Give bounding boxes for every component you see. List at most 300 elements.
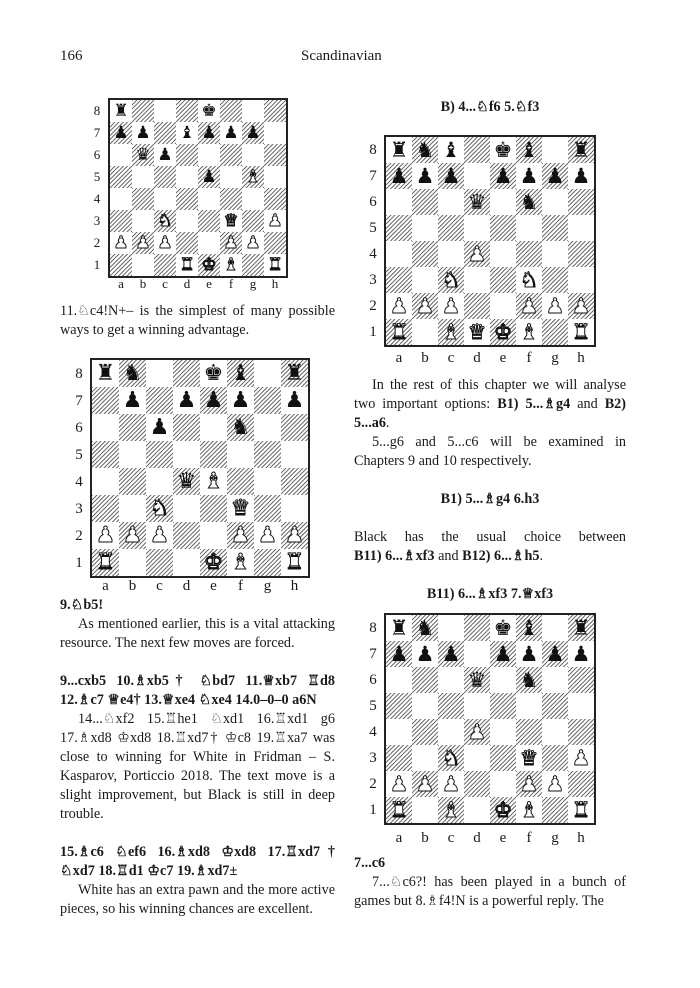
square-h7 — [568, 163, 594, 189]
black-king-icon: ♚ — [203, 360, 224, 386]
white-pawn-icon: ♟ — [230, 522, 251, 548]
square-d3 — [464, 267, 490, 293]
white-pawn-icon: ♟ — [441, 293, 461, 318]
rest-text-2: and — [570, 396, 605, 412]
square-d3 — [176, 210, 198, 232]
square-b6 — [412, 667, 438, 693]
square-b5 — [412, 215, 438, 241]
square-e5 — [200, 441, 227, 468]
black-pawn-icon: ♟ — [493, 163, 513, 188]
white-pawn-icon: ♟ — [545, 771, 565, 796]
square-d4 — [464, 241, 490, 267]
square-d7 — [464, 163, 490, 189]
square-g2 — [242, 232, 264, 254]
square-f2 — [227, 522, 254, 549]
square-a6 — [92, 414, 119, 441]
square-a8 — [110, 100, 132, 122]
square-c7 — [438, 641, 464, 667]
option-b11: B11) 6...♗xf3 — [354, 548, 435, 564]
white-bishop-icon: ♝ — [519, 319, 539, 344]
square-f5 — [516, 215, 542, 241]
white-pawn-icon: ♟ — [245, 232, 261, 253]
square-b3 — [412, 745, 438, 771]
square-d8 — [464, 137, 490, 163]
white-pawn-icon: ♟ — [389, 771, 409, 796]
file-label: e — [499, 830, 507, 846]
square-d2 — [173, 522, 200, 549]
square-b2 — [132, 232, 154, 254]
square-b7 — [132, 122, 154, 144]
square-c4 — [438, 719, 464, 745]
white-pawn-icon: ♟ — [415, 771, 435, 796]
square-c3 — [438, 267, 464, 293]
square-a7 — [92, 387, 119, 414]
square-a7 — [386, 163, 412, 189]
black-pawn-icon: ♟ — [519, 641, 539, 666]
white-pawn-icon: ♟ — [122, 522, 143, 548]
square-e6 — [490, 189, 516, 215]
square-f1 — [227, 549, 254, 576]
white-rook-icon: ♜ — [284, 549, 305, 575]
square-a6 — [386, 189, 412, 215]
square-h4 — [568, 241, 594, 267]
rank-label: 1 — [369, 802, 377, 818]
square-g1 — [542, 797, 568, 823]
square-e3 — [198, 210, 220, 232]
file-label: e — [499, 350, 507, 366]
black-pawn-icon: ♟ — [415, 641, 435, 666]
square-a7 — [386, 641, 412, 667]
white-pawn-icon: ♟ — [571, 293, 591, 318]
square-b3 — [119, 495, 146, 522]
file-label: d — [183, 276, 191, 291]
black-knight-icon: ♞ — [415, 137, 435, 162]
file-label: b — [128, 578, 137, 594]
square-g3 — [254, 495, 281, 522]
rest-of-chapter-text — [354, 376, 626, 433]
square-h3 — [281, 495, 308, 522]
square-b5 — [132, 166, 154, 188]
square-b7 — [412, 641, 438, 667]
square-c1 — [146, 549, 173, 576]
square-c2 — [438, 771, 464, 797]
chess-board — [384, 135, 596, 347]
black-pawn-icon: ♟ — [135, 122, 151, 143]
rank-label: 2 — [93, 235, 101, 250]
square-h7 — [568, 641, 594, 667]
choice-end: . — [539, 548, 544, 564]
black-pawn-icon: ♟ — [389, 163, 409, 188]
file-label: b — [139, 276, 147, 291]
square-b2 — [119, 522, 146, 549]
rank-label: 7 — [369, 646, 377, 662]
square-c3 — [146, 495, 173, 522]
square-a6 — [386, 667, 412, 693]
white-knight-icon: ♞ — [149, 495, 170, 521]
rank-label: 3 — [369, 272, 377, 288]
square-c7 — [146, 387, 173, 414]
square-h2 — [568, 293, 594, 319]
square-c5 — [438, 215, 464, 241]
rank-label: 6 — [93, 147, 101, 162]
square-h4 — [264, 188, 286, 210]
square-h6 — [281, 414, 308, 441]
white-pawn-icon: ♟ — [519, 293, 539, 318]
white-pawn-icon: ♟ — [223, 232, 239, 253]
square-c8 — [146, 360, 173, 387]
file-label: h — [577, 350, 585, 366]
square-b1 — [412, 797, 438, 823]
file-label: c — [162, 276, 168, 291]
file-label: f — [526, 830, 532, 846]
square-h3 — [568, 267, 594, 293]
chess-board — [384, 613, 596, 825]
square-f3 — [516, 267, 542, 293]
square-g2 — [542, 771, 568, 797]
square-e5 — [490, 215, 516, 241]
square-a3 — [110, 210, 132, 232]
square-e1 — [198, 254, 220, 276]
square-h4 — [568, 719, 594, 745]
square-b2 — [412, 293, 438, 319]
square-g1 — [542, 319, 568, 345]
square-a8 — [386, 137, 412, 163]
file-label: c — [447, 350, 455, 366]
square-f5 — [220, 166, 242, 188]
square-a1 — [92, 549, 119, 576]
square-a4 — [386, 241, 412, 267]
square-g6 — [542, 667, 568, 693]
square-h2 — [281, 522, 308, 549]
rank-label: 5 — [75, 446, 83, 463]
square-c6 — [438, 667, 464, 693]
square-b3 — [132, 210, 154, 232]
black-queen-icon: ♛ — [135, 144, 151, 165]
square-b7 — [412, 163, 438, 189]
square-e4 — [490, 241, 516, 267]
white-king-icon: ♚ — [203, 549, 224, 575]
square-b8 — [119, 360, 146, 387]
square-e5 — [490, 693, 516, 719]
square-h8 — [281, 360, 308, 387]
square-b7 — [119, 387, 146, 414]
black-pawn-icon: ♟ — [389, 641, 409, 666]
square-h5 — [568, 693, 594, 719]
square-e7 — [200, 387, 227, 414]
square-g2 — [254, 522, 281, 549]
square-b4 — [132, 188, 154, 210]
file-label: a — [395, 350, 403, 366]
square-g7 — [542, 163, 568, 189]
file-label: h — [577, 830, 585, 846]
move-14-commentary: 14...♘xf2 15.♖he1 ♘xd1 16.♖xd1 g6 17.♗xd8 ♔xd8 18.♖xd7† ♔c8 19.♖xa7 was close to winning for White in Fridman – S. Kasparov, Porticcio 2018. The text move is a slight improvement, but Black is still in deep trouble. — [60, 711, 335, 822]
square-a5 — [386, 693, 412, 719]
black-queen-icon: ♛ — [467, 667, 487, 692]
square-g7 — [542, 641, 568, 667]
heading-b1: B1) 5...♗g4 6.h3 — [440, 491, 540, 507]
square-g3 — [242, 210, 264, 232]
square-e4 — [198, 188, 220, 210]
square-c8 — [154, 100, 176, 122]
square-a4 — [110, 188, 132, 210]
white-pawn-icon: ♟ — [415, 293, 435, 318]
white-pawn-icon: ♟ — [467, 719, 487, 744]
square-f3 — [516, 745, 542, 771]
square-e3 — [490, 745, 516, 771]
square-g7 — [242, 122, 264, 144]
square-a8 — [92, 360, 119, 387]
rest-text-3: . — [385, 415, 390, 431]
option-b1: B1) 5...♗g4 — [497, 396, 571, 412]
square-g6 — [254, 414, 281, 441]
square-b6 — [132, 144, 154, 166]
black-bishop-icon: ♝ — [519, 137, 539, 162]
square-c2 — [154, 232, 176, 254]
move-7-heading: 7...c6 — [354, 855, 386, 871]
square-a4 — [386, 719, 412, 745]
white-pawn-icon: ♟ — [267, 210, 283, 231]
square-c4 — [154, 188, 176, 210]
square-d8 — [173, 360, 200, 387]
black-pawn-icon: ♟ — [441, 163, 461, 188]
file-label: h — [271, 276, 279, 291]
white-rook-icon: ♜ — [571, 797, 591, 822]
square-h8 — [568, 615, 594, 641]
file-label: e — [206, 276, 212, 291]
square-b1 — [132, 254, 154, 276]
black-pawn-icon: ♟ — [245, 122, 261, 143]
caption-move-11: 11.♘c4!N+– is the simplest of many possible ways to get a winning advantage. — [60, 303, 335, 338]
square-b5 — [119, 441, 146, 468]
square-a5 — [386, 215, 412, 241]
rank-label: 6 — [369, 672, 377, 688]
black-pawn-icon: ♟ — [113, 122, 129, 143]
square-c8 — [438, 615, 464, 641]
rank-label: 4 — [369, 724, 377, 740]
square-g4 — [242, 188, 264, 210]
white-bishop-icon: ♝ — [441, 797, 461, 822]
rank-label: 6 — [369, 194, 377, 210]
square-g8 — [542, 137, 568, 163]
black-king-icon: ♚ — [493, 137, 513, 162]
square-a1 — [386, 319, 412, 345]
square-a4 — [92, 468, 119, 495]
square-g1 — [254, 549, 281, 576]
square-d5 — [173, 441, 200, 468]
square-e2 — [490, 293, 516, 319]
square-b2 — [412, 771, 438, 797]
file-label: b — [421, 830, 429, 846]
rank-label: 5 — [369, 220, 377, 236]
square-b6 — [119, 414, 146, 441]
file-label: g — [551, 350, 559, 366]
black-rook-icon: ♜ — [95, 360, 116, 386]
square-c1 — [438, 319, 464, 345]
white-rook-icon: ♜ — [389, 797, 409, 822]
square-g8 — [542, 615, 568, 641]
black-knight-icon: ♞ — [122, 360, 143, 386]
move-9-heading: 9.♘b5! — [60, 597, 104, 613]
white-king-icon: ♚ — [201, 254, 217, 275]
black-bishop-icon: ♝ — [179, 122, 195, 143]
rank-label: 3 — [75, 500, 83, 517]
file-label: f — [526, 350, 532, 366]
square-h6 — [568, 667, 594, 693]
square-f6 — [516, 667, 542, 693]
square-f3 — [220, 210, 242, 232]
white-rook-icon: ♜ — [95, 549, 116, 575]
square-g1 — [242, 254, 264, 276]
black-pawn-icon: ♟ — [441, 641, 461, 666]
black-rook-icon: ♜ — [113, 100, 129, 121]
white-knight-icon: ♞ — [441, 267, 461, 292]
square-b8 — [412, 615, 438, 641]
rank-label: 4 — [75, 473, 83, 490]
square-d3 — [173, 495, 200, 522]
main-line-9b: 12.♗c7 ♕e4† 13.♕xe4 ♘xe4 14.0–0–0 a6N — [60, 692, 317, 708]
square-d1 — [176, 254, 198, 276]
square-h1 — [281, 549, 308, 576]
file-label: b — [421, 350, 429, 366]
choice-and: and — [434, 548, 463, 564]
square-g8 — [242, 100, 264, 122]
square-a8 — [386, 615, 412, 641]
rank-label: 6 — [75, 419, 83, 436]
square-e5 — [198, 166, 220, 188]
square-e1 — [490, 319, 516, 345]
square-f4 — [220, 188, 242, 210]
square-d2 — [176, 232, 198, 254]
square-d4 — [176, 188, 198, 210]
square-f1 — [516, 797, 542, 823]
square-d6 — [464, 189, 490, 215]
square-f4 — [227, 468, 254, 495]
final-commentary: White has an extra pawn and the more active pieces, so his winning chances are excellent. — [60, 882, 335, 917]
rank-label: 2 — [75, 527, 83, 544]
file-label: a — [118, 276, 124, 291]
black-pawn-icon: ♟ — [519, 163, 539, 188]
black-knight-icon: ♞ — [415, 615, 435, 640]
square-e3 — [200, 495, 227, 522]
white-pawn-icon: ♟ — [113, 232, 129, 253]
file-label: d — [182, 578, 191, 594]
main-line-15a: 15.♗c6 ♘ef6 16.♗xd8 ♔xd8 17.♖xd7† — [60, 844, 335, 860]
white-pawn-icon: ♟ — [284, 522, 305, 548]
black-bishop-icon: ♝ — [441, 137, 461, 162]
square-c5 — [154, 166, 176, 188]
square-g5 — [542, 693, 568, 719]
black-pawn-icon: ♟ — [545, 163, 565, 188]
square-h6 — [568, 189, 594, 215]
square-f7 — [227, 387, 254, 414]
black-knight-icon: ♞ — [519, 189, 539, 214]
square-g4 — [542, 241, 568, 267]
square-h8 — [264, 100, 286, 122]
square-e3 — [490, 267, 516, 293]
white-pawn-icon: ♟ — [149, 522, 170, 548]
square-d7 — [464, 641, 490, 667]
square-b4 — [412, 241, 438, 267]
square-e7 — [490, 163, 516, 189]
rank-label: 7 — [93, 125, 101, 140]
white-queen-icon: ♛ — [230, 495, 251, 521]
square-a3 — [92, 495, 119, 522]
square-f7 — [220, 122, 242, 144]
square-e6 — [490, 667, 516, 693]
square-d5 — [464, 215, 490, 241]
file-label: g — [551, 830, 559, 846]
square-h2 — [264, 232, 286, 254]
square-d2 — [464, 293, 490, 319]
square-h1 — [568, 797, 594, 823]
square-a2 — [110, 232, 132, 254]
rank-label: 3 — [93, 213, 101, 228]
square-c2 — [146, 522, 173, 549]
choice-text: Black has the usual choice between — [354, 529, 626, 545]
white-bishop-icon: ♝ — [230, 549, 251, 575]
chess-board — [108, 98, 288, 278]
black-pawn-icon: ♟ — [176, 387, 197, 413]
square-c7 — [438, 163, 464, 189]
rank-label: 4 — [369, 246, 377, 262]
square-g5 — [542, 215, 568, 241]
square-g6 — [242, 144, 264, 166]
square-f2 — [516, 771, 542, 797]
square-h5 — [264, 166, 286, 188]
square-b6 — [412, 189, 438, 215]
square-d5 — [176, 166, 198, 188]
square-f7 — [516, 641, 542, 667]
square-f8 — [227, 360, 254, 387]
white-queen-icon: ♛ — [467, 319, 487, 344]
heading-b11: B11) 6...♗xf3 7.♕xf3 — [426, 586, 554, 602]
square-d8 — [464, 615, 490, 641]
square-d6 — [464, 667, 490, 693]
square-g7 — [254, 387, 281, 414]
black-rook-icon: ♜ — [389, 137, 409, 162]
black-bishop-icon: ♝ — [230, 360, 251, 386]
square-c6 — [438, 189, 464, 215]
square-d7 — [173, 387, 200, 414]
white-king-icon: ♚ — [493, 319, 513, 344]
square-e4 — [490, 719, 516, 745]
square-g3 — [542, 267, 568, 293]
square-a5 — [92, 441, 119, 468]
square-f8 — [220, 100, 242, 122]
white-rook-icon: ♜ — [389, 319, 409, 344]
square-c2 — [438, 293, 464, 319]
file-label: c — [447, 830, 455, 846]
black-pawn-icon: ♟ — [230, 387, 251, 413]
white-pawn-icon: ♟ — [257, 522, 278, 548]
square-f2 — [516, 293, 542, 319]
square-g3 — [542, 745, 568, 771]
square-h5 — [281, 441, 308, 468]
square-d6 — [176, 144, 198, 166]
square-h8 — [568, 137, 594, 163]
file-label: h — [290, 578, 299, 594]
square-f4 — [516, 241, 542, 267]
white-bishop-icon: ♝ — [519, 797, 539, 822]
square-h3 — [568, 745, 594, 771]
black-pawn-icon: ♟ — [223, 122, 239, 143]
rank-label: 4 — [93, 191, 101, 206]
square-e1 — [490, 797, 516, 823]
square-h6 — [264, 144, 286, 166]
square-c6 — [146, 414, 173, 441]
square-e8 — [490, 615, 516, 641]
square-g5 — [242, 166, 264, 188]
